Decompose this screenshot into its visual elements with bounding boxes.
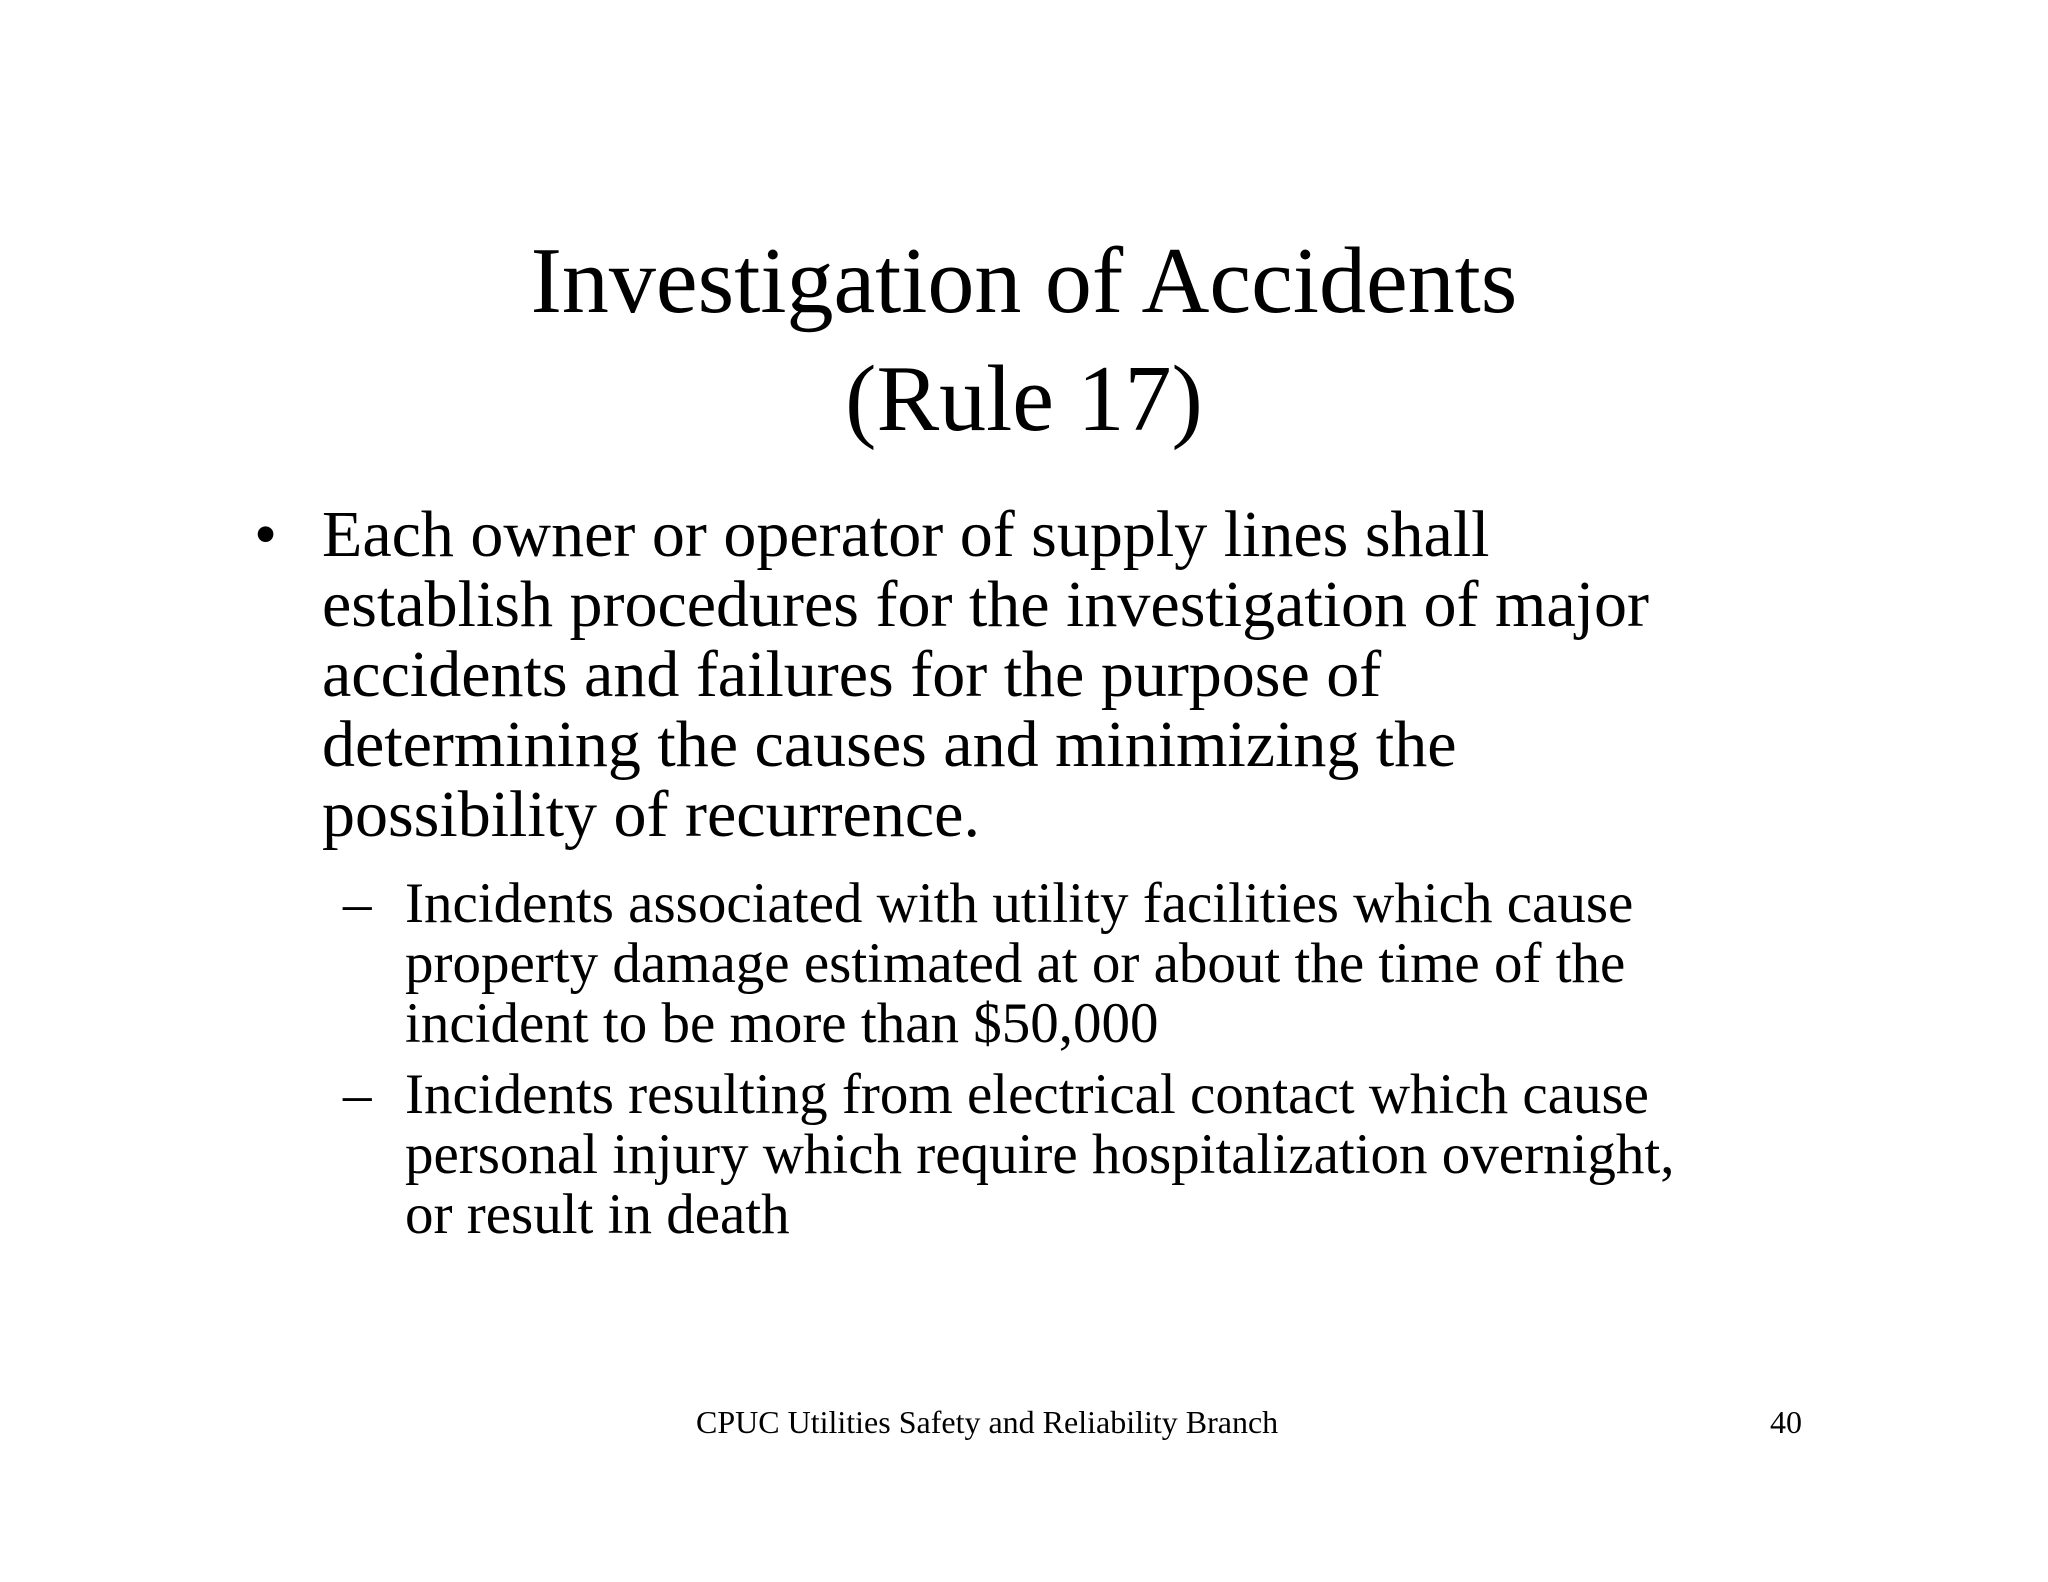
dash-icon: – <box>343 1063 372 1126</box>
sub-bullet-1-line-2: property damage estimated at or about the time of the <box>405 932 1626 995</box>
sub-bullet-1-text <box>405 874 1865 1054</box>
main-bullet-line-5: possibility of recurrence. <box>322 778 980 851</box>
sub-bullet-2-line-1: Incidents resulting from electrical contact which cause <box>405 1063 1649 1126</box>
bullet-dot-icon: • <box>254 498 278 571</box>
sub-bullet-2-text <box>405 1065 1865 1245</box>
main-bullet-line-1: Each owner or operator of supply lines shall <box>322 498 1490 571</box>
slide-title-line-1: Investigation of Accidents <box>530 229 1518 333</box>
footer-text: CPUC Utilities Safety and Reliability Branch <box>696 1404 1279 1440</box>
sub-bullet-2-line-3: or result in death <box>405 1183 790 1246</box>
main-bullet-line-4: determining the causes and minimizing the <box>322 708 1457 781</box>
slide-title <box>0 222 2048 458</box>
main-bullet-line-3: accidents and failures for the purpose of <box>322 638 1382 711</box>
sub-bullet-2-line-2: personal injury which require hospitalization overnight, <box>405 1123 1675 1186</box>
slide-title-line-2: (Rule 17) <box>845 347 1203 451</box>
main-bullet-line-2: establish procedures for the investigation of major <box>322 568 1649 641</box>
dash-icon: – <box>343 872 372 935</box>
page-number: 40 <box>1770 1404 1802 1440</box>
sub-bullet-1-line-3: incident to be more than $50,000 <box>405 992 1159 1055</box>
main-bullet-text <box>322 500 1822 850</box>
sub-bullet-1-line-1: Incidents associated with utility facilities which cause <box>405 872 1634 935</box>
